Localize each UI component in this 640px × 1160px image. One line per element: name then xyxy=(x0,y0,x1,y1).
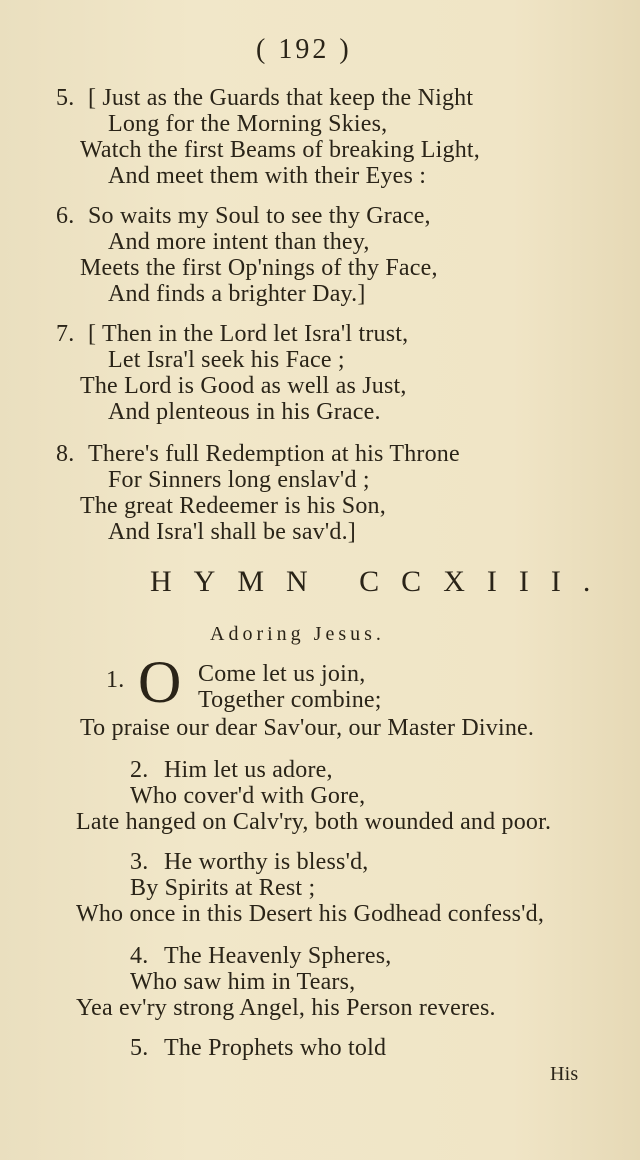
verse-line: Who once in this Desert his Godhead confess'd, xyxy=(76,901,545,927)
hymn-title: HYMN CCXIII. xyxy=(150,565,613,598)
drop-cap: O xyxy=(138,649,182,715)
stanza-number: 3. xyxy=(130,849,149,875)
verse-line: There's full Redemption at his Throne xyxy=(88,441,460,467)
verse-line: Who saw him in Tears, xyxy=(130,969,356,995)
verse-line: The Lord is Good as well as Just, xyxy=(80,373,407,399)
page-number: ( 192 ) xyxy=(256,34,352,65)
verse-line: The Prophets who told xyxy=(164,1035,387,1061)
verse-line: And plenteous in his Grace. xyxy=(108,399,381,425)
verse-line: Watch the first Beams of breaking Light, xyxy=(80,137,480,163)
catchword: His xyxy=(550,1063,579,1085)
verse-line: And finds a brighter Day.] xyxy=(108,281,366,307)
stanza-number: 6. xyxy=(56,203,75,229)
verse-line: Together combine; xyxy=(198,687,382,713)
verse-line: And Isra'l shall be sav'd.] xyxy=(108,519,356,545)
verse-line: By Spirits at Rest ; xyxy=(130,875,316,901)
stanza-number: 7. xyxy=(56,321,75,347)
stanza-number: 5. xyxy=(130,1035,149,1061)
stanza-number: 2. xyxy=(130,757,149,783)
verse-line: The Heavenly Spheres, xyxy=(164,943,392,969)
verse-line: And more intent than they, xyxy=(108,229,370,255)
verse-line: [ Then in the Lord let Isra'l trust, xyxy=(88,321,409,347)
verse-line: The great Redeemer is his Son, xyxy=(80,493,386,519)
verse-line: To praise our dear Sav'our, our Master Divine. xyxy=(80,715,535,741)
hymn-subtitle: Adoring Jesus. xyxy=(210,623,385,645)
stanza-number: 4. xyxy=(130,943,149,969)
verse-line: Him let us adore, xyxy=(164,757,333,783)
stanza-number: 8. xyxy=(56,441,75,467)
verse-line: For Sinners long enslav'd ; xyxy=(108,467,370,493)
verse-line: And meet them with their Eyes : xyxy=(108,163,427,189)
verse-line: Come let us join, xyxy=(198,661,366,687)
stanza-number: 5. xyxy=(56,85,75,111)
verse-line: Meets the first Op'nings of thy Face, xyxy=(80,255,438,281)
verse-line: Let Isra'l seek his Face ; xyxy=(108,347,345,373)
verse-line: Late hanged on Calv'ry, both wounded and poor. xyxy=(76,809,552,835)
verse-line: [ Just as the Guards that keep the Night xyxy=(88,85,474,111)
verse-line: Yea ev'ry strong Angel, his Person reveres. xyxy=(76,995,496,1021)
verse-line: So waits my Soul to see thy Grace, xyxy=(88,203,431,229)
verse-line: Long for the Morning Skies, xyxy=(108,111,388,137)
verse-line: He worthy is bless'd, xyxy=(164,849,369,875)
stanza-number: 1. xyxy=(106,667,125,693)
verse-line: Who cover'd with Gore, xyxy=(130,783,366,809)
